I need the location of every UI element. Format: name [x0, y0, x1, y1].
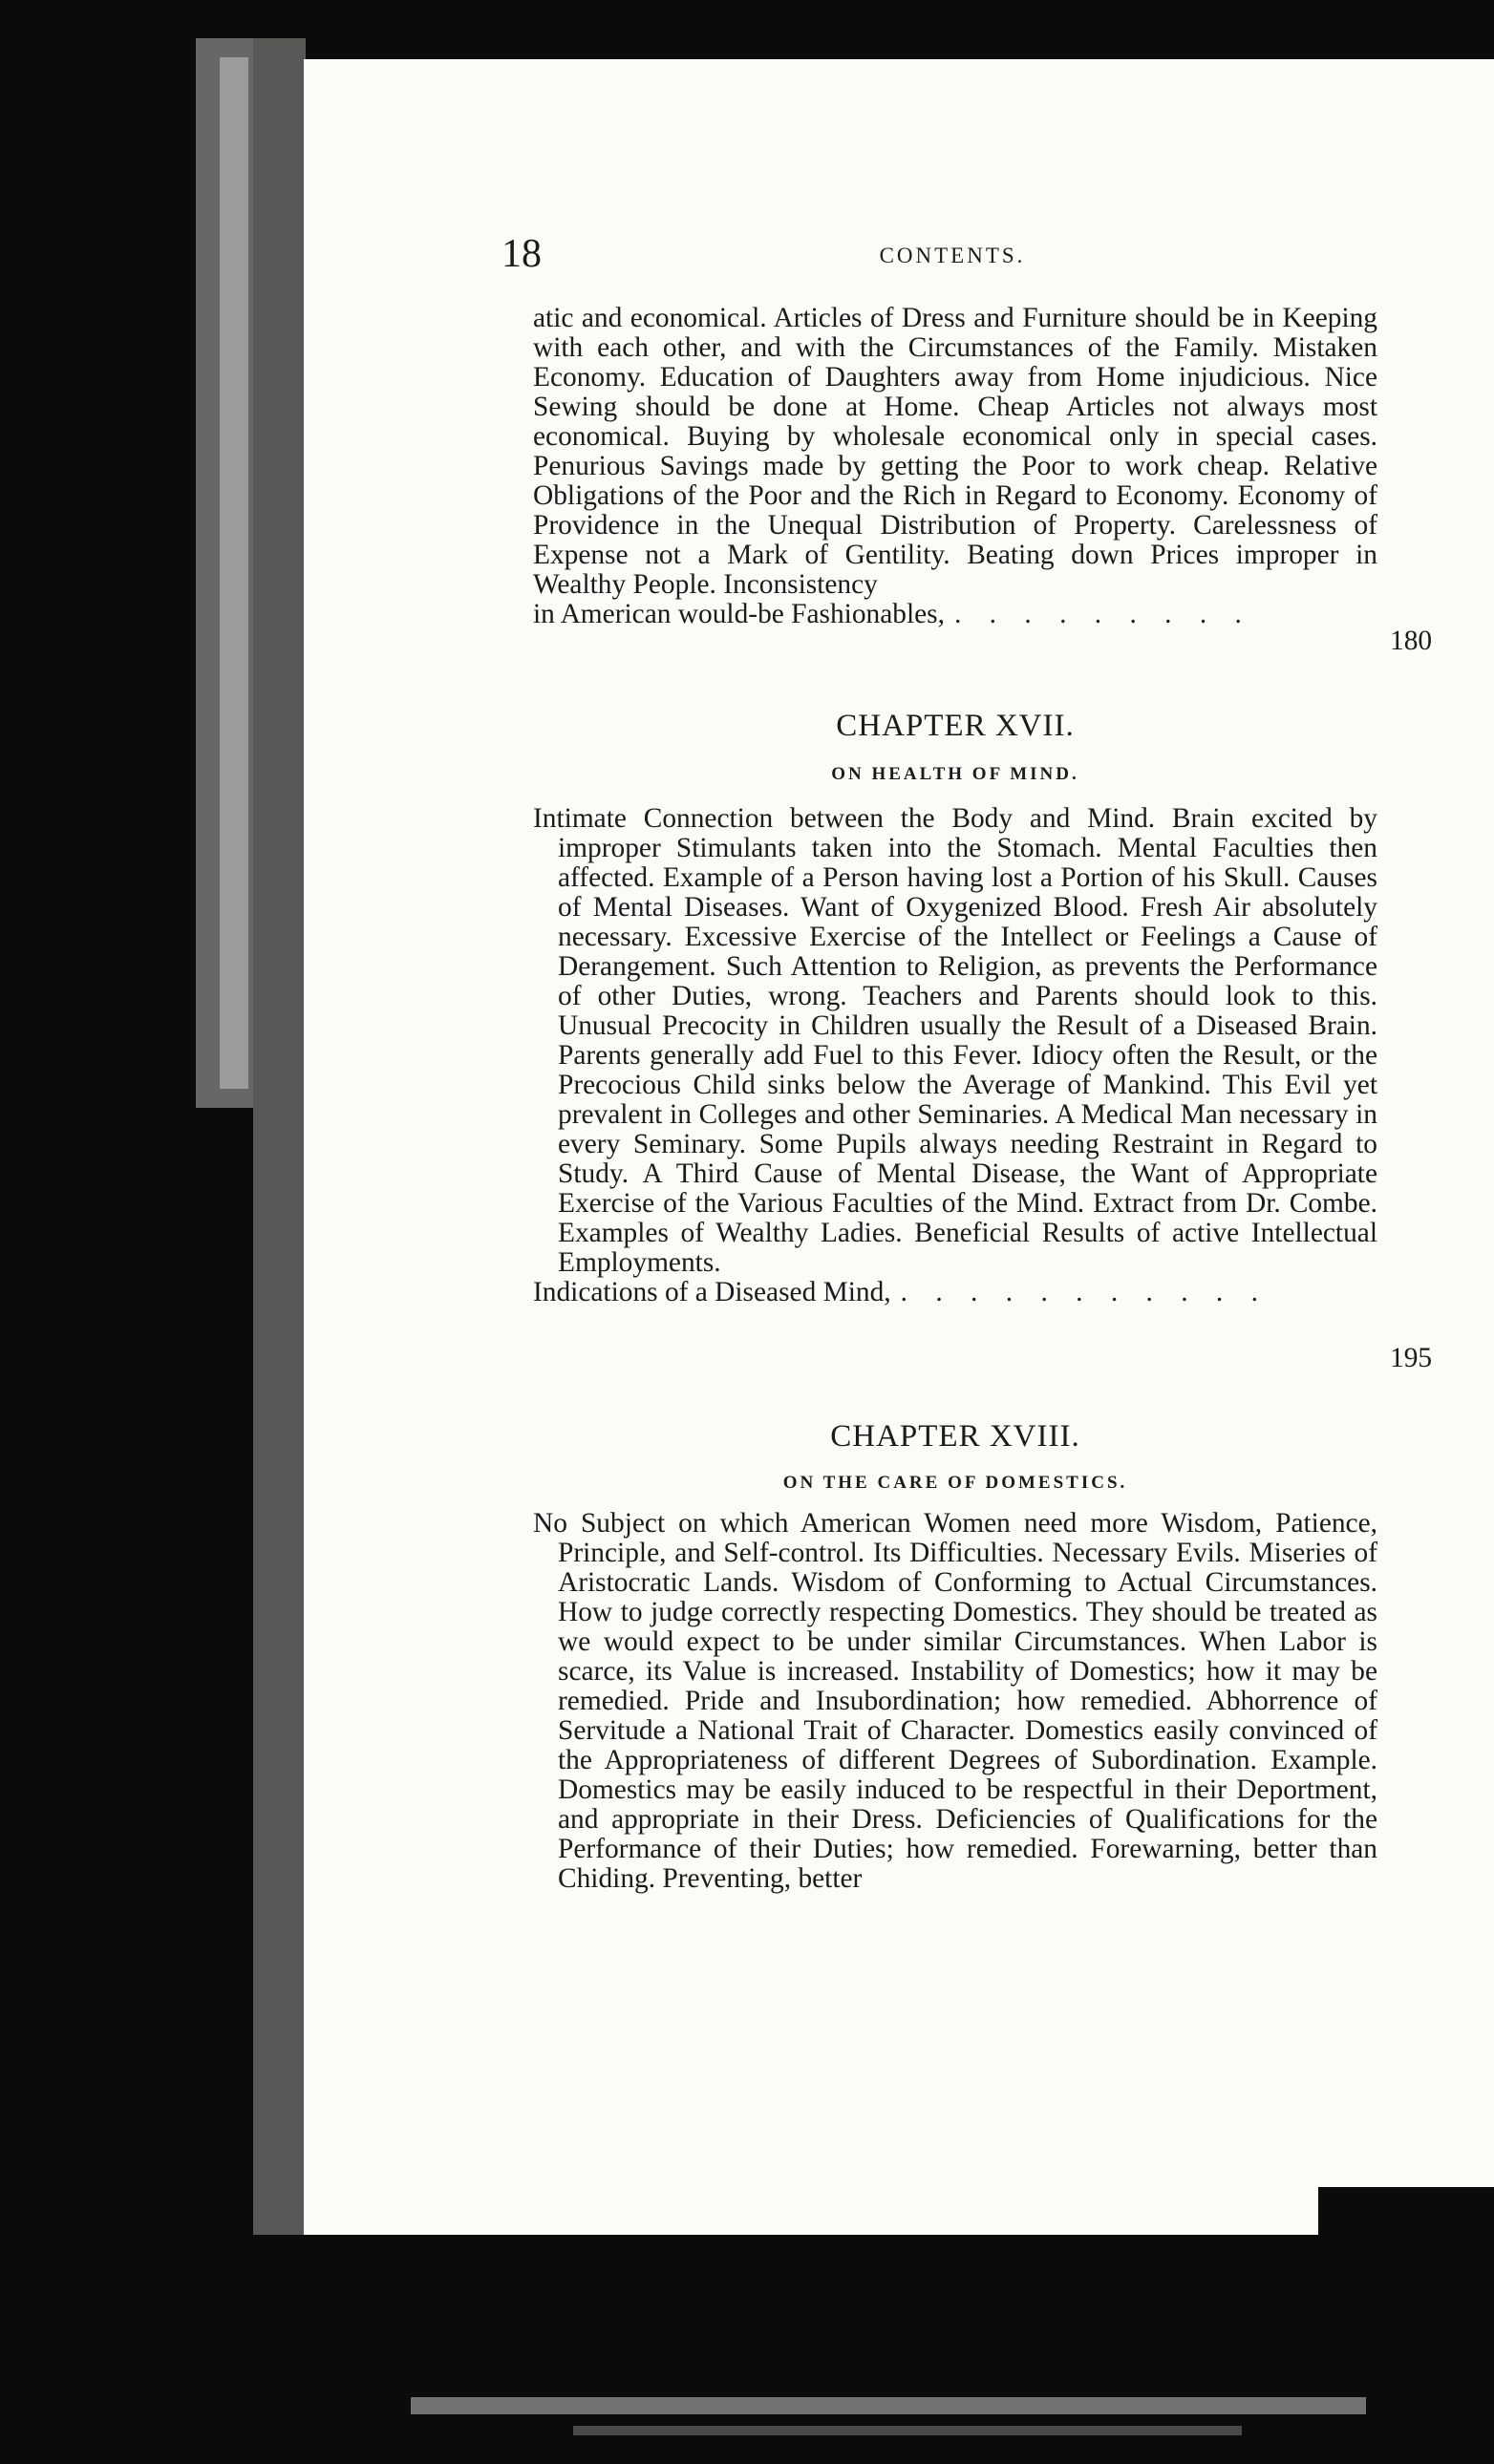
page-ref: 195 [1390, 1343, 1433, 1373]
toc-entry-text: Intimate Connection between the Body and Mind. Brain excited by improper Stimulants taken into the Stomach. Mental Faculties then affected. Example of a Person having lost a Portion of his Skull. Causes of Mental Diseases. Want of Oxygenized Blood. Fresh Air absolutely necessary. Excessive Exercise of the Intellect or Feelings a Cause of Derangement. Such Attention to Religion, as prevents the Performance of other Duties, wrong. Teachers and Parents should look to this. Unusual Precocity in Children usually the Result of a Diseased Brain. Parents generally add Fuel to this Fever. Idiocy often the Result, or the Precocious Child sinks below the Average of Mankind. This Evil yet prevalent in Colleges and other Seminaries. A Medical Man necessary in every Seminary. Some Pupils always needing Restraint in Regard to Study. A Third Cause of Mental Disease, the Want of Appropriate Exercise of the Various Faculties of the Mind. Extract from Dr. Combe. Examples of Wealthy Ladies. Beneficial Results of active Intellectual Employments. [533, 803, 1377, 1278]
toc-entry-text: No Subject on which American Women need more Wisdom, Patience, Principle, and Self-control. Its Difficulties. Necessary Evils. Miseries of Aristocratic Lands. Wisdom of Conforming to Actual Circumstances. How to judge correctly respecting Domestics. They should be treated as we would expect to be under similar Circumstances. When Labor is scarce, its Value is increased. Instability of Domestics; how it may be remedied. Pride and Insubordination; how remedied. Abhorrence of Servitude a National Trait of Character. Domestics easily convinced of the Appropriateness of different Degrees of Subordination. Example. Domestics may be easily induced to be respectful in their Deportment, and appropriate in their Dress. Deficiencies of Qualifications for the Performance of their Duties; how remedied. Forewarning, better than Chiding. Preventing, better [533, 1508, 1377, 1894]
toc-entry-continuation [533, 304, 1377, 629]
page-header [502, 225, 1403, 283]
leader-dots: . . . . . . . . . [953, 600, 1252, 629]
toc-entry-chapter-xviii [533, 1509, 1377, 1894]
toc-final-text: Indications of a Diseased Mind, [533, 1277, 891, 1307]
chapter-title: CHAPTER XVIII. [830, 1419, 1080, 1454]
page-number: 18 [502, 232, 542, 276]
chapter-subtitle: ON THE CARE OF DOMESTICS. [782, 1473, 1128, 1493]
chapter-subtitle: ON HEALTH OF MIND. [831, 764, 1079, 784]
toc-entry-text: atic and economical. Articles of Dress and Furniture should be in Keeping with each other, and with the Circumstances of the Family. Mistaken Economy. Education of Daughters away from Home injudicious. Nice Sewing should be done at Home. Cheap Articles not always most economical. Buying by wholesale economical only in special cases. Penurious Savings made by getting the Poor to work cheap. Relative Obligations of the Poor and the Rich in Regard to Economy. Economy of Providence in the Unequal Distribution of Property. Carelessness of Expense not a Mark of Gentility. Beating down Prices improper in Wealthy People. Inconsistency [533, 303, 1377, 600]
toc-final-text: in American would-be Fashionables, [533, 599, 945, 629]
toc-entry-final-line [533, 600, 1377, 629]
running-head: CONTENTS. [879, 244, 1026, 267]
chapter-title: CHAPTER XVII. [836, 709, 1075, 743]
leader-dots: . . . . . . . . . . . [900, 1278, 1269, 1307]
page-ref: 180 [1390, 626, 1433, 656]
toc-entry-final-line [533, 1278, 1377, 1307]
toc-entry-chapter-xvii [533, 804, 1377, 1307]
